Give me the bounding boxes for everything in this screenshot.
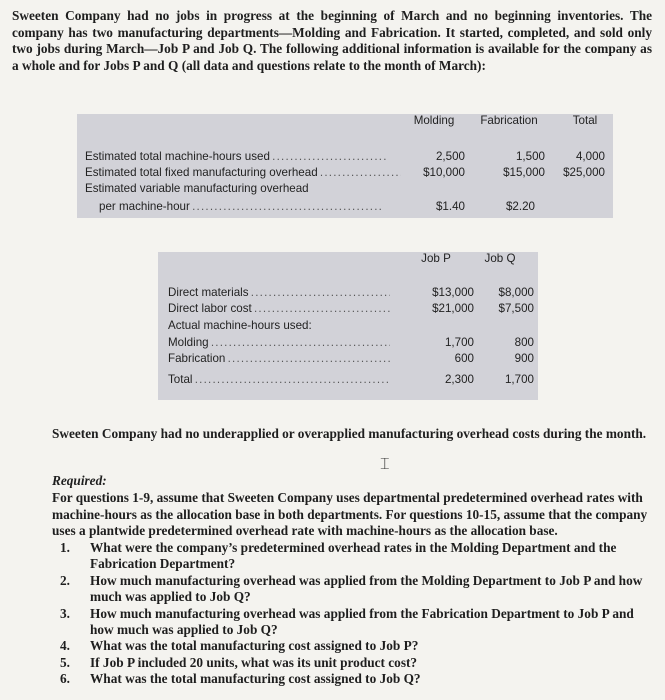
row-label: Estimated variable manufacturing overhead [85, 182, 309, 195]
list-item [60, 606, 650, 639]
table-row [168, 352, 538, 368]
question-text: How much manufacturing overhead was applied from the Fabrication Department to Job P and how much was applied to Job Q? [90, 605, 634, 638]
question-text: What was the total manufacturing cost assigned to Job Q? [90, 671, 421, 687]
cell-job-p: $13,000 [432, 286, 474, 299]
cell-fabrication: $15,000 [503, 166, 545, 179]
question-number: 1. [60, 540, 70, 555]
cell-fabrication: 1,500 [515, 150, 545, 163]
row-label: Direct materials . . . [168, 286, 390, 299]
col-header-job-q: Job Q [484, 252, 516, 265]
list-item [60, 671, 650, 687]
table-row [85, 150, 613, 166]
cell-job-p: 2,300 [444, 373, 474, 386]
col-header-job-p: Job P [421, 252, 451, 265]
col-header-molding: Molding [413, 114, 455, 127]
cell-job-q: $8,000 [498, 286, 534, 299]
cell-total: $25,000 [563, 166, 605, 179]
required-heading: Required: [52, 473, 107, 488]
cell-job-p: $21,000 [432, 302, 474, 315]
row-label: Estimated total fixed manufacturing overhead . . . [85, 166, 401, 179]
list-item [60, 638, 650, 654]
cell-job-p: 1,700 [444, 336, 474, 349]
row-label: Estimated total machine-hours used . . . [85, 150, 387, 163]
row-label: Direct labor cost . . . [168, 302, 390, 315]
question-number: 5. [60, 654, 70, 670]
table-row [168, 302, 538, 318]
job-data-table [158, 252, 538, 400]
table-row [85, 166, 613, 182]
table-row [85, 182, 613, 198]
table-row [99, 200, 613, 216]
cell-job-p: 600 [454, 352, 474, 365]
list-item [60, 573, 650, 606]
row-label: Molding . . . [168, 336, 390, 349]
col-header-fabrication: Fabrication [480, 114, 538, 127]
table-row [168, 286, 538, 302]
cell-job-q: 900 [514, 352, 534, 365]
question-number: 3. [60, 605, 70, 621]
question-list [60, 540, 650, 688]
row-label: Actual machine-hours used: [168, 319, 312, 332]
table-row [168, 336, 538, 352]
col-header-total: Total [572, 114, 598, 127]
list-item [60, 655, 650, 671]
cell-molding: $1.40 [435, 200, 465, 213]
question-text: How much manufacturing overhead was applied from the Molding Department to Job P and how much was applied to Job Q? [90, 572, 643, 605]
table-row [168, 373, 538, 389]
question-number: 4. [60, 638, 70, 654]
list-item [60, 540, 650, 573]
question-number: 6. [60, 671, 70, 687]
row-label: Fabrication . . . [168, 352, 390, 365]
text-cursor-icon: ⌶ [380, 454, 390, 473]
cell-total: 4,000 [575, 150, 605, 163]
row-label: Total . . . [168, 373, 390, 386]
row-label: per machine-hour . . . [99, 200, 381, 213]
intro-paragraph: Sweeten Company had no jobs in progress at the beginning of March and no beginning inventories. The company has two manufacturing departments—Molding and Fabrication. It started, completed, and sold only two jobs during March—Job P and Job Q. The following additional information is available for the company as a whole and for Jobs P and Q (all data and questions relate to the month of March): [12, 8, 652, 73]
cell-job-q: $7,500 [498, 302, 534, 315]
cell-job-q: 800 [514, 336, 534, 349]
overhead-note: Sweeten Company had no underapplied or overapplied manufacturing overhead costs during the month. [52, 426, 647, 441]
cell-job-q: 1,700 [504, 373, 534, 386]
table-row [168, 319, 538, 335]
department-estimates-table [77, 114, 613, 218]
question-text: What was the total manufacturing cost assigned to Job P? [90, 638, 419, 654]
cell-fabrication: $2.20 [505, 200, 535, 213]
cell-molding: 2,500 [435, 150, 465, 163]
required-instructions: For questions 1-9, assume that Sweeten Company uses departmental predetermined overhead rates with machine-hours as the allocation base in both departments. For questions 10-15, assume that the company uses a plantwide predetermined overhead rate with machine-hours as the allocation base. [52, 490, 648, 539]
question-number: 2. [60, 572, 70, 588]
question-text: If Job P included 20 units, what was its unit product cost? [90, 654, 418, 670]
cell-molding: $10,000 [423, 166, 465, 179]
question-text: What were the company’s predetermined overhead rates in the Molding Department and the Fabrication Department? [90, 540, 617, 572]
